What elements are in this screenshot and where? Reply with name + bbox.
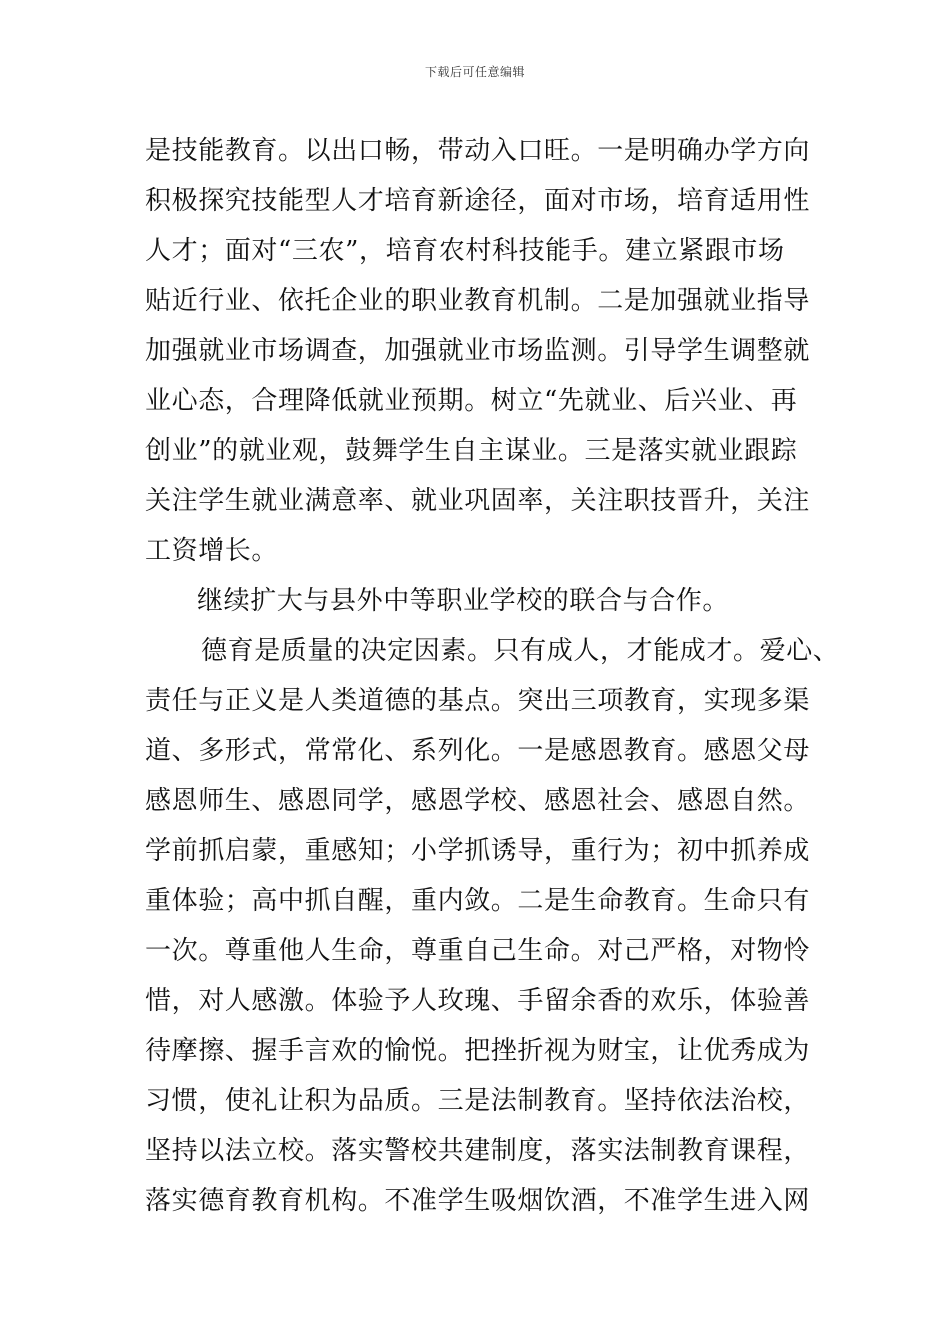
paragraph-line: 继续扩大与县外中等职业学校的联合与合作。 <box>197 586 730 616</box>
text-line: 学前抓启蒙，重感知；小学抓诱导，重行为；初中抓养成 <box>145 836 811 866</box>
text-line: 贴近行业、依托企业的职业教育机制。二是加强就业指导 <box>145 286 811 316</box>
text-line: 重体验；高中抓自醒，重内敛。二是生命教育。生命只有 <box>145 886 811 916</box>
document-body <box>145 126 840 1226</box>
text-line: 惜，对人感激。体验予人玫瑰、手留余香的欢乐，体验善 <box>145 986 811 1016</box>
text-line: 工资增长。 <box>145 536 279 566</box>
text-line: 是技能教育。以出口畅，带动入口旺。一是明确办学方向 <box>145 136 811 166</box>
text-line: 感恩师生、感恩同学，感恩学校、感恩社会、感恩自然。 <box>145 786 811 816</box>
text-line: 落实德育教育机构。不准学生吸烟饮酒，不准学生进入网 <box>145 1186 811 1216</box>
text-line: 积极探究技能型人才培育新途径，面对市场，培育适用性 <box>145 186 811 216</box>
text-line: 人才；面对“三农”，培育农村科技能手。建立紧跟市场 <box>145 236 785 266</box>
text-line: 道、多形式，常常化、系列化。一是感恩教育。感恩父母 <box>145 736 811 766</box>
text-line: 创业”的就业观，鼓舞学生自主谋业。三是落实就业跟踪 <box>145 436 798 466</box>
text-line: 责任与正义是人类道德的基点。突出三项教育，实现多渠 <box>145 686 811 716</box>
text-line: 习惯，使礼让积为品质。三是法制教育。坚持依法治校， <box>145 1086 811 1116</box>
text-line: 关注学生就业满意率、就业巩固率，关注职技晋升，关注 <box>145 486 811 516</box>
text-line: 一次。尊重他人生命，尊重自己生命。对己严格，对物怜 <box>145 936 811 966</box>
text-line: 待摩擦、握手言欢的愉悦。把挫折视为财宝，让优秀成为 <box>145 1036 811 1066</box>
paragraph-line: 德育是质量的决定因素。只有成人，才能成才。爱心、 <box>201 636 840 666</box>
text-line: 加强就业市场调查，加强就业市场监测。引导学生调整就 <box>145 336 811 366</box>
text-line: 业心态，合理降低就业预期。树立“先就业、后兴业、再 <box>145 386 798 416</box>
text-line: 坚持以法立校。落实警校共建制度，落实法制教育课程， <box>145 1136 811 1166</box>
page-header: 下载后可任意编辑 <box>424 65 525 79</box>
